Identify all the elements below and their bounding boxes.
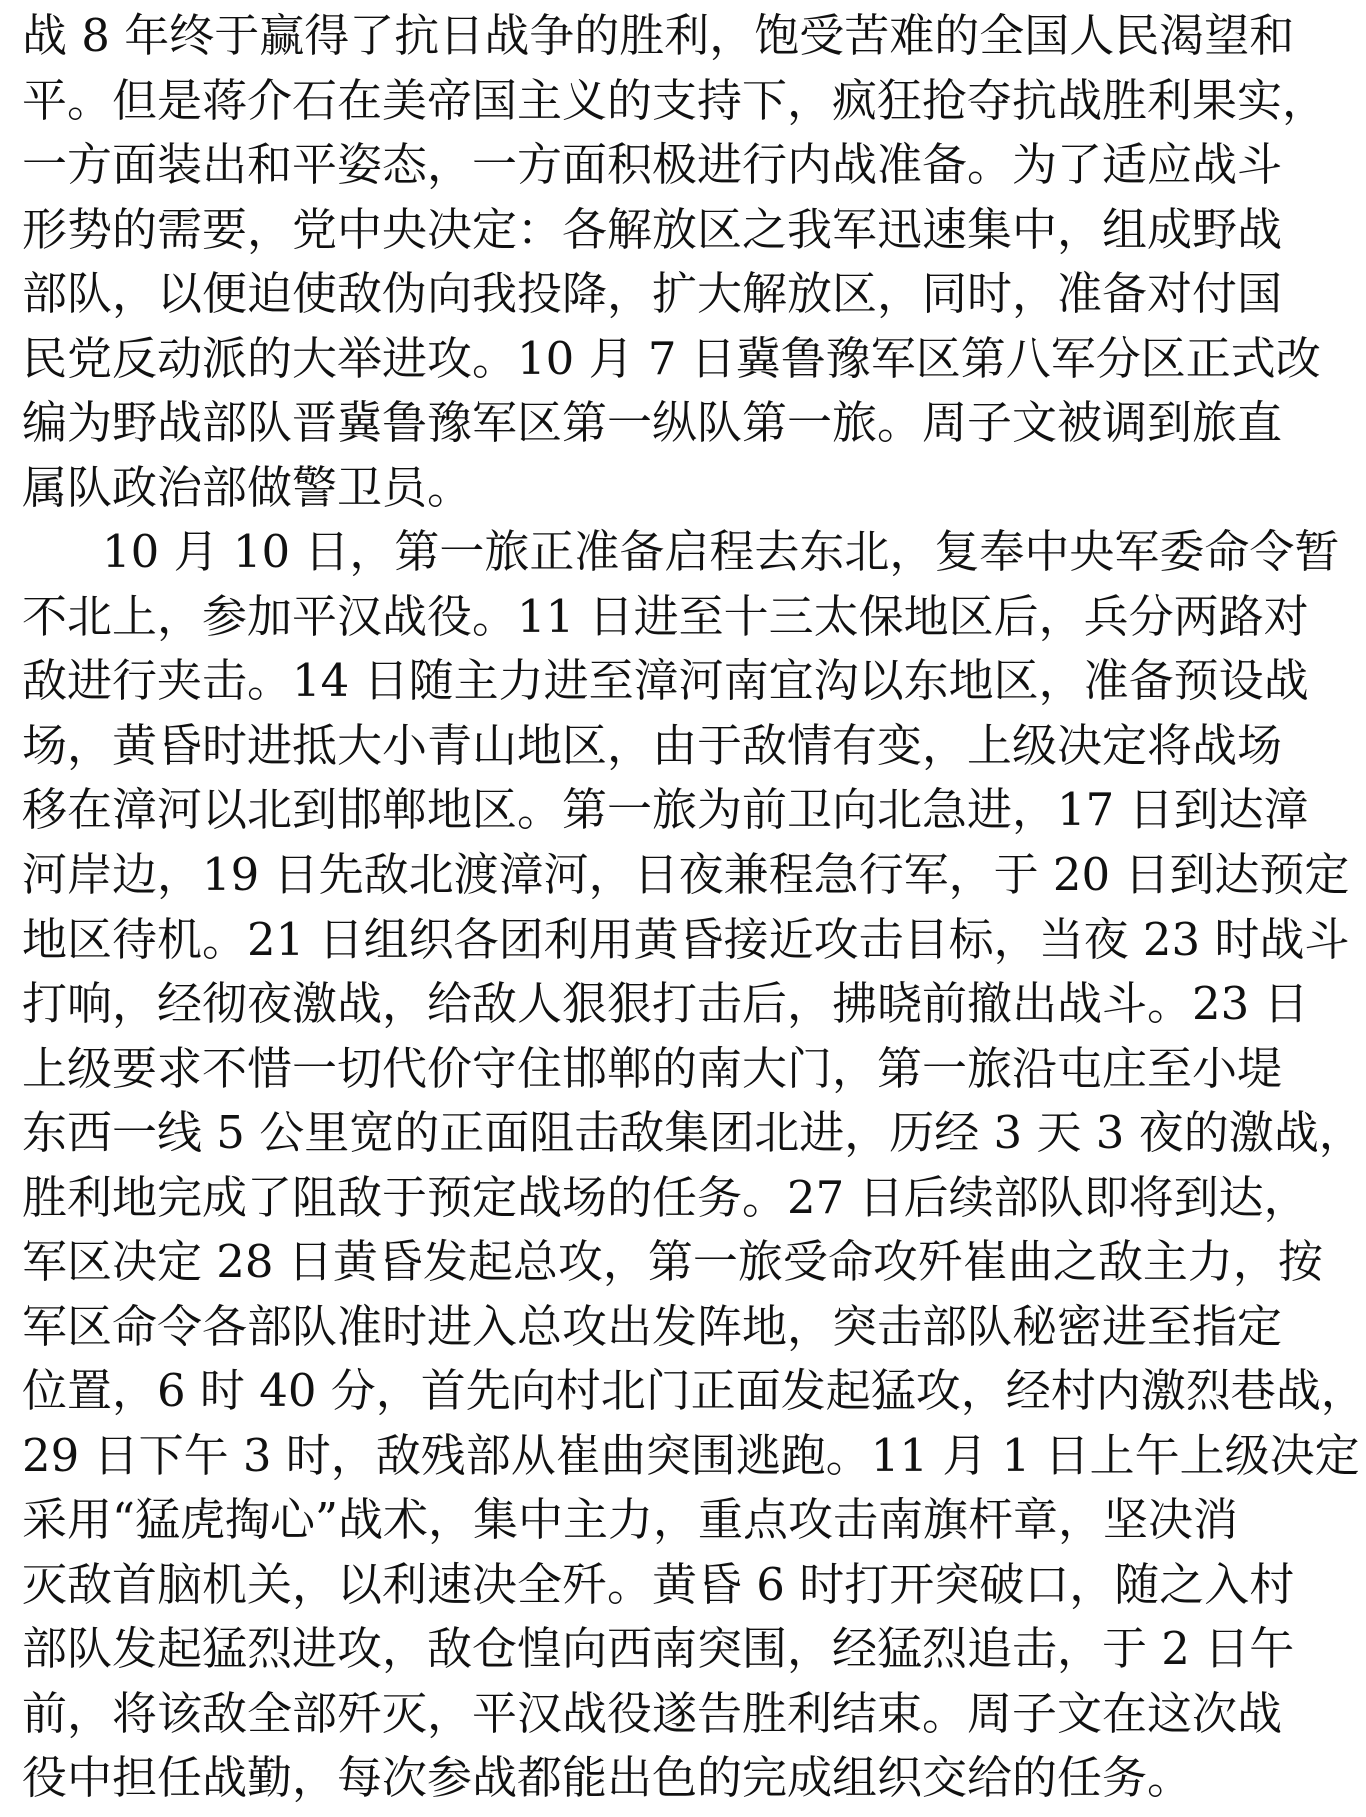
text-line: 军区命令各部队准时进入总攻出发阵地，突击部队秘密进至指定	[22, 1300, 1283, 1353]
text-line: 前，将该敌全部歼灭，平汉战役遂告胜利结束。周子文在这次战	[22, 1687, 1283, 1740]
text-line: 地区待机。21 日组织各团利用黄昏接近攻击目标，当夜 23 时战斗	[22, 913, 1350, 966]
text-line: 灭敌首脑机关，以利速决全歼。黄昏 6 时打开突破口，随之入村	[22, 1558, 1295, 1611]
text-line: 采用“猛虎掏心”战术，集中主力，重点攻击南旗杆章，坚决消	[22, 1493, 1239, 1546]
text-line: 形势的需要，党中央决定：各解放区之我军迅速集中，组成野战	[22, 203, 1283, 256]
text-line: 河岸边，19 日先敌北渡漳河，日夜兼程急行军，于 20 日到达预定	[22, 848, 1350, 901]
text-line: 编为野战部队晋冀鲁豫军区第一纵队第一旅。周子文被调到旅直	[22, 396, 1283, 449]
text-line: 29 日下午 3 时，敌残部从崔曲突围逃跑。11 月 1 日上午上级决定	[22, 1429, 1360, 1482]
text-line: 平。但是蒋介石在美帝国主义的支持下，疯狂抢夺抗战胜利果实，	[22, 74, 1328, 127]
text-line: 部队发起猛烈进攻，敌仓惶向西南突围，经猛烈追击，于 2 日午	[22, 1622, 1295, 1675]
text-line: 战 8 年终于赢得了抗日战争的胜利，饱受苦难的全国人民渴望和	[22, 9, 1295, 62]
text-line: 位置，6 时 40 分，首先向村北门正面发起猛攻，经村内激烈巷战，	[22, 1364, 1366, 1417]
text-line: 役中担任战勤，每次参战都能出色的完成组织交给的任务。	[22, 1751, 1193, 1804]
text-line: 军区决定 28 日黄昏发起总攻，第一旅受命攻歼崔曲之敌主力，按	[22, 1235, 1323, 1288]
text-line: 打响，经彻夜激战，给敌人狠狠打击后，拂晓前撤出战斗。23 日	[22, 977, 1309, 1030]
text-line: 属队政治部做警卫员。	[22, 461, 473, 514]
text-line: 上级要求不惜一切代价守住邯郸的南大门，第一旅沿屯庄至小堤	[22, 1042, 1283, 1095]
text-line: 一方面装出和平姿态，一方面积极进行内战准备。为了适应战斗	[22, 138, 1283, 191]
text-line: 10 月 10 日，第一旅正准备启程去东北，复奉中央军委命令暂	[102, 525, 1340, 578]
text-line: 不北上，参加平汉战役。11 日进至十三太保地区后，兵分两路对	[22, 590, 1309, 643]
text-line: 胜利地完成了阻敌于预定战场的任务。27 日后续部队即将到达，	[22, 1171, 1309, 1224]
text-line: 移在漳河以北到邯郸地区。第一旅为前卫向北急进，17 日到达漳	[22, 783, 1309, 836]
text-line: 敌进行夹击。14 日随主力进至漳河南宜沟以东地区，准备预设战	[22, 654, 1309, 707]
text-line: 东西一线 5 公里宽的正面阻击敌集团北进，历经 3 天 3 夜的激战，	[22, 1106, 1364, 1159]
text-line: 部队，以便迫使敌伪向我投降，扩大解放区，同时，准备对付国	[22, 267, 1283, 320]
text-line: 场，黄昏时进抵大小青山地区，由于敌情有变，上级决定将战场	[22, 719, 1283, 772]
text-line: 民党反动派的大举进攻。10 月 7 日冀鲁豫军区第八军分区正式改	[22, 332, 1321, 385]
